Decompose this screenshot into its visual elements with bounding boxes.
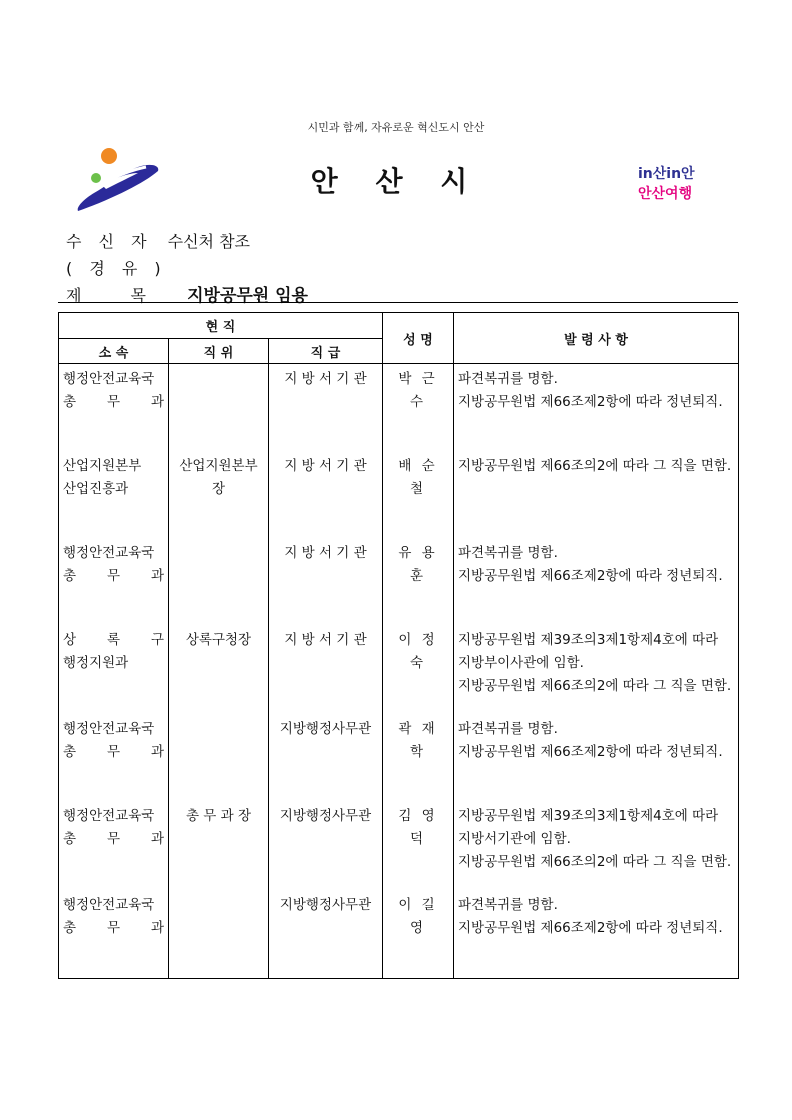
action-line: 지방공무원법 제39조의3제1항제4호에 따라 [458,807,719,824]
rank-cell: 지 방 서 기 관 [269,451,383,538]
action-line: 지방공무원법 제66조의2에 따라 그 직을 면함. [458,677,732,694]
action-line: 지방공무원법 제66조제2항에 따라 정년퇴직. [458,743,723,760]
rank-cell: 지방행정사무관 [269,801,383,890]
current-post-group-header: 현 직 [59,313,383,339]
department-line: 총 무 과 [63,567,164,584]
name-column-header: 성 명 [383,313,454,364]
subject-value: 지방공무원 임용 [187,286,308,306]
position-cell [169,538,269,625]
table-row [59,451,739,538]
department-line: 산업지원본부 [63,457,142,474]
svg-text:in산in안: in산in안 [638,166,695,182]
rank-cell: 지 방 서 기 관 [269,538,383,625]
name-cell: 박 근 수 [383,364,454,451]
recipient-label: 수 신 자 [66,232,153,251]
table-row [59,714,739,801]
department-line: 행정안전교육국 [63,807,155,824]
department-line: 행정안전교육국 [63,896,155,913]
name-cell: 이 정 숙 [383,625,454,714]
action-line: 지방공무원법 제66조제2항에 따라 정년퇴직. [458,394,723,410]
action-line: 지방공무원법 제66조제2항에 따라 정년퇴직. [458,567,723,584]
department-line: 총 무 과 [63,919,164,936]
subject-label: 제 목 [66,286,168,305]
department-line: 총 무 과 [63,394,164,410]
name-cell: 유 용 훈 [383,538,454,625]
action-column-header: 발 령 사 항 [454,313,739,364]
department-line: 총 무 과 [63,743,164,760]
position-cell: 산업지원본부장 [169,451,269,538]
name-cell: 배 순 철 [383,451,454,538]
action-line: 지방공무원법 제66조의2에 따라 그 직을 면함. [458,853,732,870]
rank-cell: 지방행정사무관 [269,714,383,801]
rank-cell: 지 방 서 기 관 [269,364,383,451]
table-row [59,538,739,625]
action-line: 지방공무원법 제66조제2항에 따라 정년퇴직. [458,919,723,936]
action-line: 지방공무원법 제66조의2에 따라 그 직을 면함. [458,457,732,474]
header-divider [58,302,738,303]
appointment-table [58,312,739,979]
name-cell: 곽 재 학 [383,714,454,801]
action-line: 지방공무원법 제39조의3제1항제4호에 따라 [458,631,719,648]
rank-cell: 지 방 서 기 관 [269,625,383,714]
name-cell: 김 영 덕 [383,801,454,890]
position-cell [169,890,269,979]
department-line: 행정안전교육국 [63,371,155,387]
name-cell: 이 길 영 [383,890,454,979]
recipient-value: 수신처 참조 [167,232,251,251]
action-line: 파견복귀를 명함. [458,544,558,561]
action-line: 파견복귀를 명함. [458,720,558,737]
rank-column-header: 직 급 [269,339,383,364]
rank-cell: 지방행정사무관 [269,890,383,979]
position-column-header: 직 위 [169,339,269,364]
document-title: 안 산 시 [310,165,482,198]
position-cell: 총 무 과 장 [169,801,269,890]
slogan: 시민과 함께, 자유로운 혁신도시 안산 [307,121,485,134]
ansan-tourism-logo [636,160,716,205]
position-cell: 상록구청장 [169,625,269,714]
department-line: 행정안전교육국 [63,720,155,737]
table-row [59,625,739,714]
action-line: 파견복귀를 명함. [458,896,558,913]
action-line: 지방부이사관에 임함. [458,654,584,671]
department-line: 총 무 과 [63,830,164,847]
table-row [59,890,739,979]
action-line: 지방서기관에 임함. [458,830,571,847]
department-line: 행정지원과 [63,654,129,671]
department-line: 산업진흥과 [63,480,129,497]
department-line: 상 록 구 [63,631,164,648]
svg-text:안산여행: 안산여행 [638,186,693,202]
position-cell [169,364,269,451]
recipient-row [66,229,250,252]
via-label: ( 경 유 ) [66,259,167,278]
action-line: 파견복귀를 명함. [458,371,558,387]
via-row [66,256,167,279]
table-row [59,364,739,451]
department-line: 행정안전교육국 [63,544,155,561]
position-cell [169,714,269,801]
department-column-header: 소 속 [59,339,169,364]
table-row [59,801,739,890]
